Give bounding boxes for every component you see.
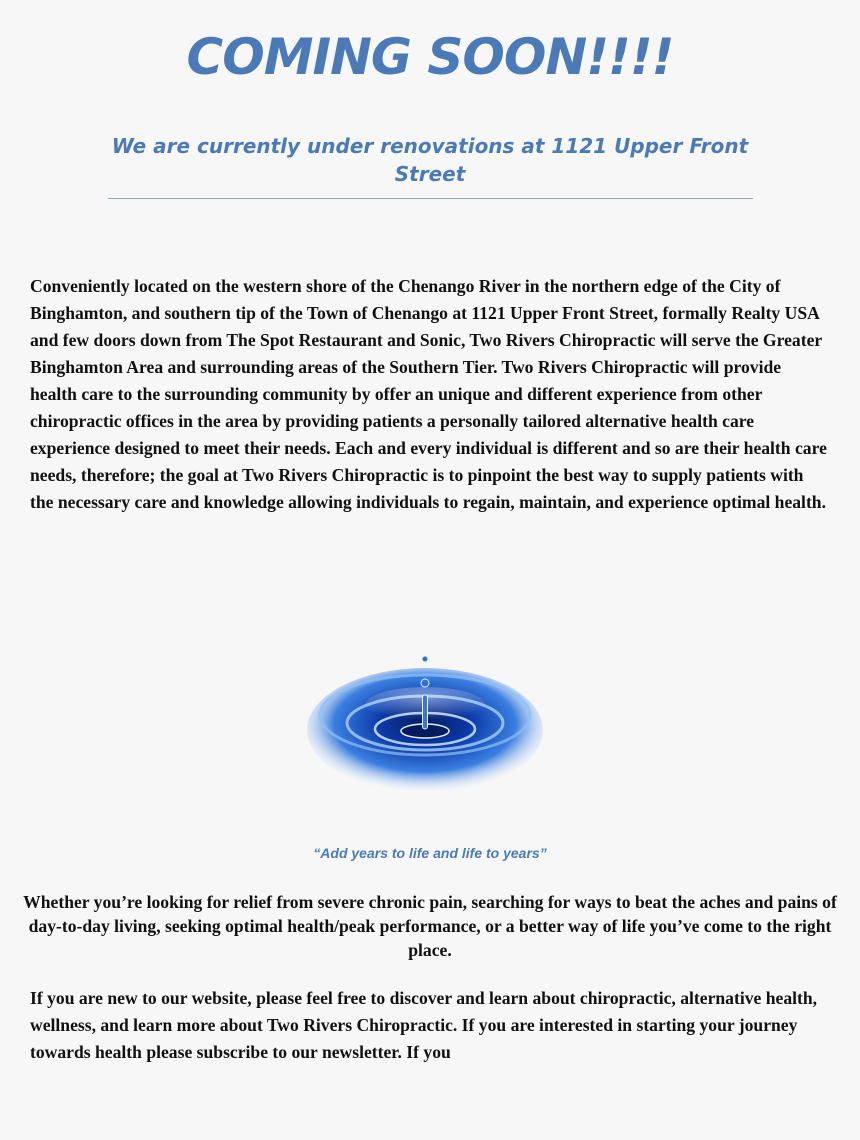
intro-paragraph: Conveniently located on the western shore of the Chenango River in the northern edge of the City of Binghamton, and southern tip of the Town of Chenango at 1121 Upper Front Street, formally Realty USA and few doors down from The Spot Restaurant and Sonic, Two Rivers Chiropractic will serve the Greater Binghamton Area and surrounding areas of the Southern Tier. Two Rivers Chiropractic will provide health care to the surrounding community by offer an unique and different experience from other chiropractic offices in the area by providing patients a personally tailored alternative health care experience designed to meet their needs. Each and every individual is different and so are their health care needs, therefore; the goal at Two Rivers Chiropractic is to pinpoint the best way to supply patients with the necessary care and knowledge allowing individuals to regain, maintain, and experience optimal health.	[30, 276, 827, 512]
pitch-paragraph: Whether you’re looking for relief from severe chronic pain, searching for ways to beat the aches and pains of day-to-day living, seeking optimal health/peak performance, or a better way of life you’ve come to the right place.	[23, 892, 837, 960]
new-visitor-paragraph: If you are new to our website, please feel free to discover and learn about chiropractic, alternative health, wellness, and learn more about Two Rivers Chiropractic. If you are interested in starting your journey towards health please subscribe to our newsletter. If you	[30, 988, 818, 1062]
page-subtitle: We are currently under renovations at 1121 Upper Front Street	[111, 134, 749, 186]
header-divider	[108, 198, 753, 199]
tagline: “Add years to life and life to years”	[313, 845, 547, 861]
water-drop-ripple-icon	[305, 645, 545, 795]
page-title: COMING SOON!!!!	[186, 28, 674, 86]
